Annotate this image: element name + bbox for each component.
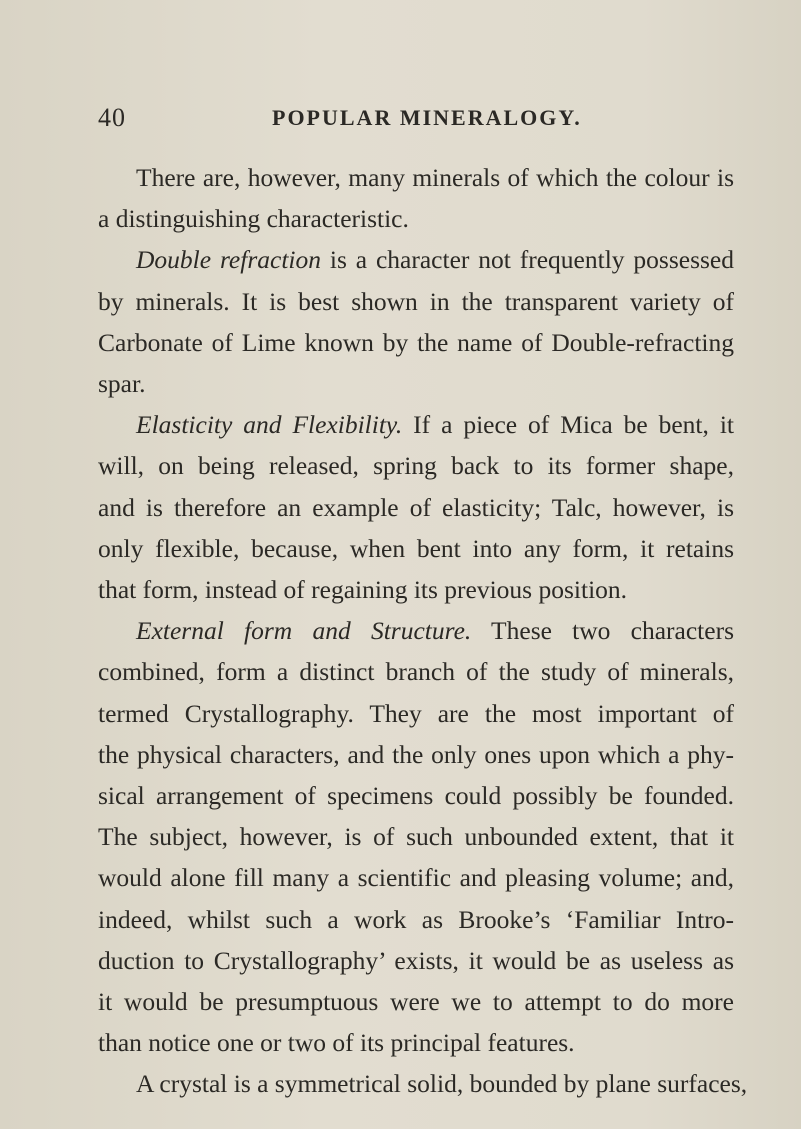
body-text (98, 157, 748, 1105)
running-head: POPULAR MINERALOGY. (272, 105, 582, 130)
text-line: a distinguishing characteristic. (98, 204, 409, 234)
text-line: by minerals. It is best shown in the transparent variety of (98, 286, 734, 316)
text-line: combined, form a distinct branch of the study of minerals, (98, 657, 734, 687)
text-line: Carbonate of Lime known by the name of Double-refracting (98, 327, 734, 357)
text-line: would alone fill many a scientific and pleasing volume; and, (98, 863, 734, 893)
paragraph-lead: Elasticity and Flexibility. (136, 410, 403, 440)
text-line: There are, however, many minerals of which the colour is (136, 163, 734, 192)
text-line: termed Crystallography. They are the most important of (98, 698, 734, 728)
text-line: indeed, whilst such a work as Brooke’s ‘Familiar Intro- (98, 904, 734, 934)
text-line: sical arrangement of specimens could possibly be founded. (98, 781, 734, 811)
text-line: only flexible, because, when bent into any form, it retains (98, 533, 734, 563)
text-line: and is therefore an example of elasticity; Talc, however, is (98, 492, 734, 522)
text-line: A crystal is a symmetrical solid, bounded by plane surfaces, (136, 1069, 748, 1099)
text-line: External form and Structure. These two characters (136, 616, 735, 646)
text-line: Elasticity and Flexibility. If a piece of Mica be bent, it (136, 410, 734, 440)
text-line: that form, instead of regaining its previous position. (98, 575, 628, 605)
text-line: spar. (98, 369, 146, 399)
text-line: The subject, however, is of such unbounded extent, that it (98, 822, 734, 852)
paragraph-lead: Double refraction (136, 245, 321, 275)
text-line: the physical characters, and the only ones upon which a phy- (98, 739, 734, 769)
text-line: Double refraction is a character not frequently possessed (136, 245, 734, 275)
text-line: it would be presumptuous were we to attempt to do more (98, 987, 734, 1017)
text-line: than notice one or two of its principal features. (98, 1028, 575, 1058)
page-header (98, 103, 733, 139)
page-number: 40 (98, 103, 126, 132)
paragraph-lead: External form and Structure. (136, 616, 472, 646)
text-line: duction to Crystallography’ exists, it would be as useless as (98, 945, 734, 975)
text-line: will, on being released, spring back to its former shape, (98, 451, 734, 481)
